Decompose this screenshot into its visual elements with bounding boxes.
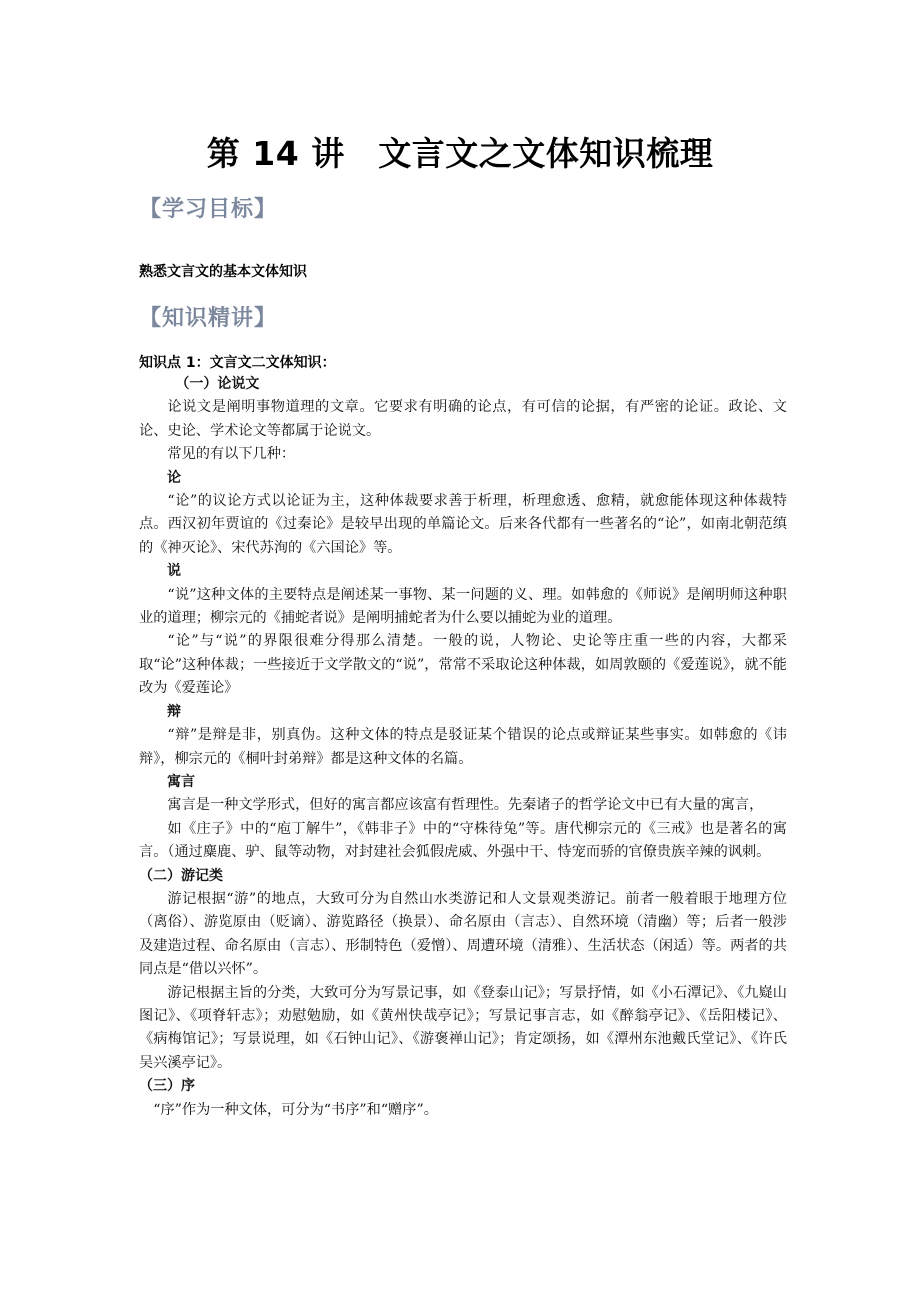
paragraph: 论说文是阐明事物道理的文章。它要求有明确的论点，有可信的论据，有严密的论证。政论、文论、史论、学术论文等都属于论说文。 (139, 399, 787, 439)
subheading: 辩 (167, 703, 181, 720)
body-text (139, 373, 787, 1122)
paragraph: “序”作为一种文体，可分为“书序”和“赠序”。 (153, 1101, 438, 1118)
page-title: 第 14 讲 文言文之文体知识梳理 (206, 134, 714, 173)
paragraph: “论”与“说”的界限很难分得那么清楚。一般的说，人物论、史论等庄重一些的内容，大都采取“论”这种体裁；一些接近于文学散文的“说”，常常不采取论这种体裁，如周敦颐的《爱莲说》，就不能改为《爱莲论》 (139, 633, 787, 697)
paragraph: “辩”是辩是非，别真伪。这种文体的特点是驳证某个错误的论点或辩证某些事实。如韩愈的《讳辩》，柳宗元的《桐叶封弟辩》都是这种文体的名篇。 (139, 727, 787, 767)
paragraph: “论”的议论方式以论证为主，这种体裁要求善于析理，析理愈透、愈精，就愈能体现这种体裁特点。西汉初年贾谊的《过秦论》是较早出现的单篇论文。后来各代都有一些著名的“论”，如南北朝范缜的《神灭论》、宋代苏洵的《六国论》等。 (139, 493, 787, 556)
subheading: （一）论说文 (175, 376, 260, 392)
subheading: （三）序 (139, 1078, 195, 1095)
paragraph: “说”这种文体的主要特点是阐述某一事物、某一问题的义、理。如韩愈的《师说》是阐明师这种职业的道理；柳宗元的《捕蛇者说》是阐明捕蛇者为什么要以捕蛇为业的道理。 (139, 586, 787, 627)
paragraph: 常见的有以下几种： (167, 446, 296, 463)
paragraph: 游记根据主旨的分类，大致可分为写景记事，如《登泰山记》；写景抒情，如《小石潭记》、《九嶷山图记》、《项脊轩志》；劝慰勉励，如《黄州快哉亭记》；写景记事言志，如《醉翁亭记》、《岳阳楼记》、《病梅馆记》；写景说理，如《石钟山记》、《游褒禅山记》；肯定颂扬，如《潭州东池戴氏堂记》、《许氏吴兴溪亭记》。 (139, 984, 787, 1071)
section-heading-knowledge: 【知识精讲】 (139, 306, 278, 331)
knowledge-point-heading: 知识点 1：文言文二文体知识： (139, 355, 336, 371)
section-heading-goal: 【学习目标】 (139, 197, 278, 222)
paragraph: 游记根据“游”的地点，大致可分为自然山水类游记和人文景观类游记。前者一般着眼于地理方位（离俗）、游览原由（贬谪）、游览路径（换景）、命名原由（言志）、自然环境（清幽）等；后者一般涉及建造过程、命名原由（言志）、形制特色（爱憎）、周遭环境（清雅）、生活状态（闲适）等。两者的共同点是“借以兴怀”。 (139, 890, 787, 978)
paragraph: 如《庄子》中的“庖丁解牛”，《韩非子》中的“守株待兔”等。唐代柳宗元的《三戒》也是著名的寓言。（通过麋鹿、驴、鼠等动物，对封建社会狐假虎威、外强中干、恃宠而骄的官僚贵族辛辣的讽刺。 (139, 820, 787, 861)
subheading: （二）游记类 (139, 867, 223, 884)
subheading: 寓言 (167, 773, 195, 790)
subheading: 说 (167, 563, 181, 580)
paragraph: 寓言是一种文学形式，但好的寓言都应该富有哲理性。先秦诸子的哲学论文中已有大量的寓言， (167, 797, 764, 814)
subheading: 论 (167, 469, 181, 486)
goal-text: 熟悉文言文的基本文体知识 (139, 264, 307, 280)
